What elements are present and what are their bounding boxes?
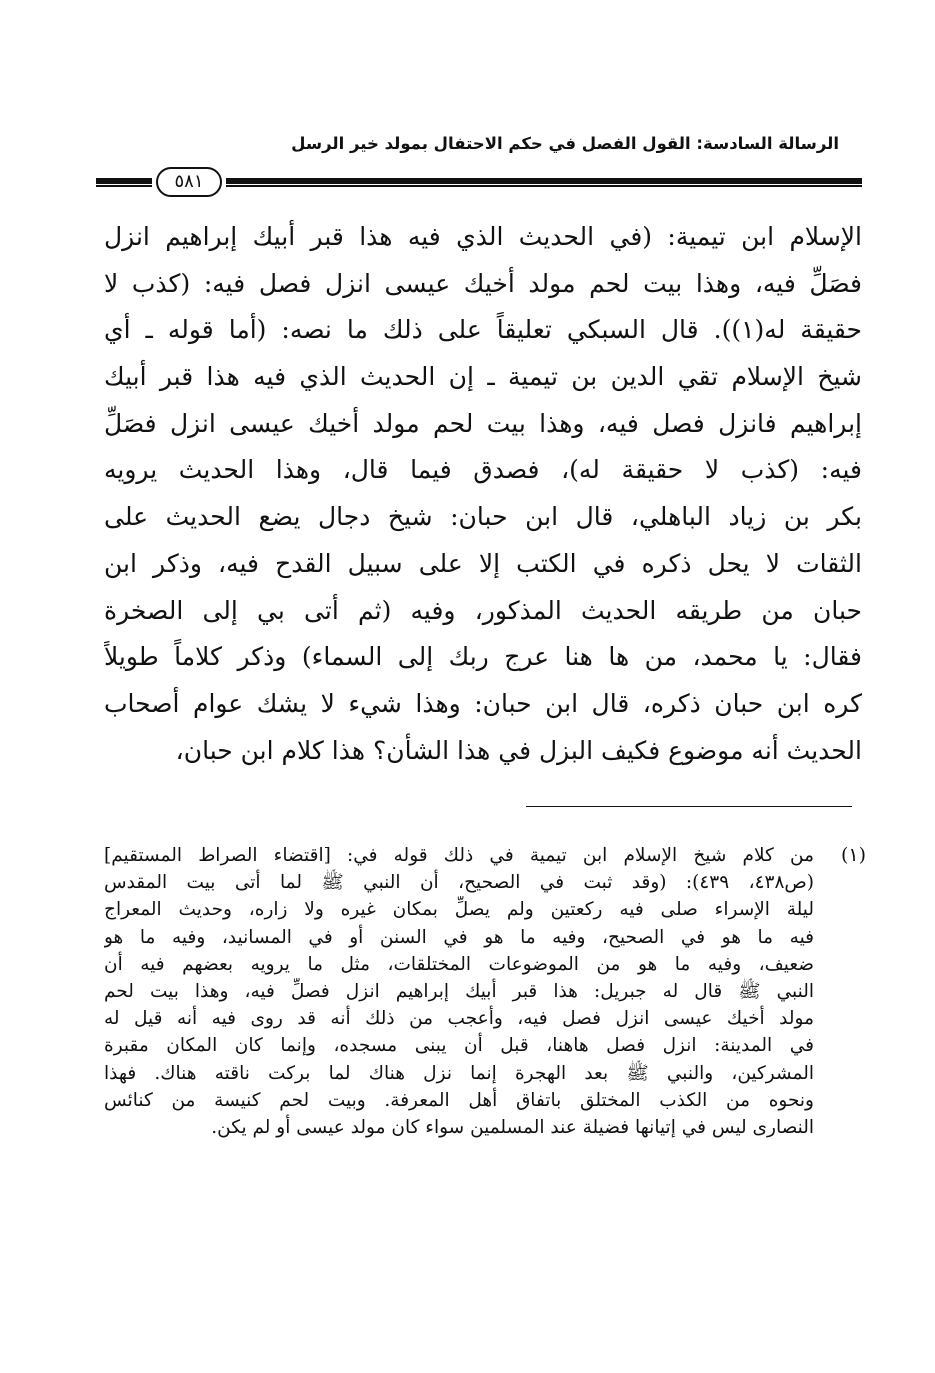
text-line: إبراهيم فانزل فصل فيه، وهذا بيت لحم مولد أخيك عيسى انزل فصَلِّ	[104, 408, 862, 438]
header-rule-right	[226, 178, 862, 187]
footnote-line: في المدينة: انزل فصل هاهنا، قبل أن يبنى مسجده، وإنما كان المكان مقبرة	[104, 1035, 814, 1057]
footnote-line: المشركين، والنبي ﷺ بعد الهجرة إنما نزل هناك لما بركت ناقته هناك. فهذا	[104, 1062, 814, 1084]
footnote-marker: (١)	[840, 844, 866, 866]
footnote-line: ليلة الإسراء صلى فيه ركعتين ولم يصلِّ بمكان غيره ولا زاره، وحديث المعراج	[104, 899, 814, 921]
text-line: الحديث أنه موضوع فكيف البزل في هذا الشأن؟ هذا كلام ابن حبان،	[175, 735, 862, 765]
footnote-separator	[526, 806, 852, 807]
footnote-line: من كلام شيخ الإسلام ابن تيمية في ذلك قوله في: [اقتضاء الصراط المستقيم]	[104, 845, 814, 866]
footnote-line: ونحوه من الكذب المختلق باتفاق أهل المعرفة. وبيت لحم كنيسة من كنائس	[104, 1089, 814, 1111]
text-line: كره ابن حبان ذكره، قال ابن حبان: وهذا شيء لا يشك عوام أصحاب	[104, 688, 862, 718]
text-line: فيه: (كذب لا حقيقة له)، فصدق فيما قال، وهذا الحديث يرويه	[104, 455, 862, 485]
text-line: فقال: يا محمد، من ها هنا عرج ربك إلى السماء) وذكر كلاماً طويلاً	[104, 642, 862, 672]
text-line: حقيقة له(١)). قال السبكي تعليقاً على ذلك ما نصه: (أما قوله ـ أي	[104, 315, 862, 345]
text-line: بكر بن زياد الباهلي، قال ابن حبان: شيخ دجال يضع الحديث على	[104, 502, 862, 532]
footnote-line: مولد أخيك عيسى انزل فصل فيه، وأعجب من ذلك أنه قد روى فيه أنه قيل له	[104, 1008, 814, 1030]
text-line: الإسلام ابن تيمية: (في الحديث الذي فيه هذا قبر أبيك إبراهيم انزل	[104, 222, 862, 251]
footnote-body	[104, 842, 814, 1141]
running-title: الرسالة السادسة: القول الفصل في حكم الاحتفال بمولد خير الرسل	[291, 134, 839, 153]
footnote	[104, 842, 866, 1141]
header-rule-left	[96, 178, 152, 187]
footnote-line: النصارى ليس في إتيانها فضيلة عند المسلمين سواء كان مولد عيسى أو لم يكن.	[211, 1116, 814, 1138]
page-number: ٥٨١	[156, 167, 222, 197]
text-line: فصَلِّ فيه، وهذا بيت لحم مولد أخيك عيسى انزل فصل فيه: (كذب لا	[104, 268, 862, 298]
main-text	[104, 214, 862, 774]
text-line: حبان من طريقه الحديث المذكور، وفيه (ثم أتى بي إلى الصخرة	[104, 595, 862, 625]
footnote-line: فيه ما هو في الصحيح، وفيه ما هو في السنن أو في المسانيد، وفيه ما هو	[104, 926, 814, 948]
footnote-line: ضعيف، وفيه ما هو من الموضوعات المختلقات، مثل ما يرويه بعضهم فيه أن	[104, 953, 814, 975]
text-line: شيخ الإسلام تقي الدين بن تيمية ـ إن الحديث الذي فيه هذا قبر أبيك	[104, 362, 862, 392]
footnote-line: (ص٤٣٨، ٤٣٩): (وقد ثبت في الصحيح، أن النبي ﷺ لما أتى بيت المقدس	[104, 872, 814, 894]
footnote-line: النبي ﷺ قال له جبريل: هذا قبر أبيك إبراهيم انزل فصلِّ فيه، وهذا بيت لحم	[104, 980, 814, 1002]
text-line: الثقات لا يحل ذكره في الكتب إلا على سبيل القدح فيه، وذكر ابن	[104, 548, 862, 578]
